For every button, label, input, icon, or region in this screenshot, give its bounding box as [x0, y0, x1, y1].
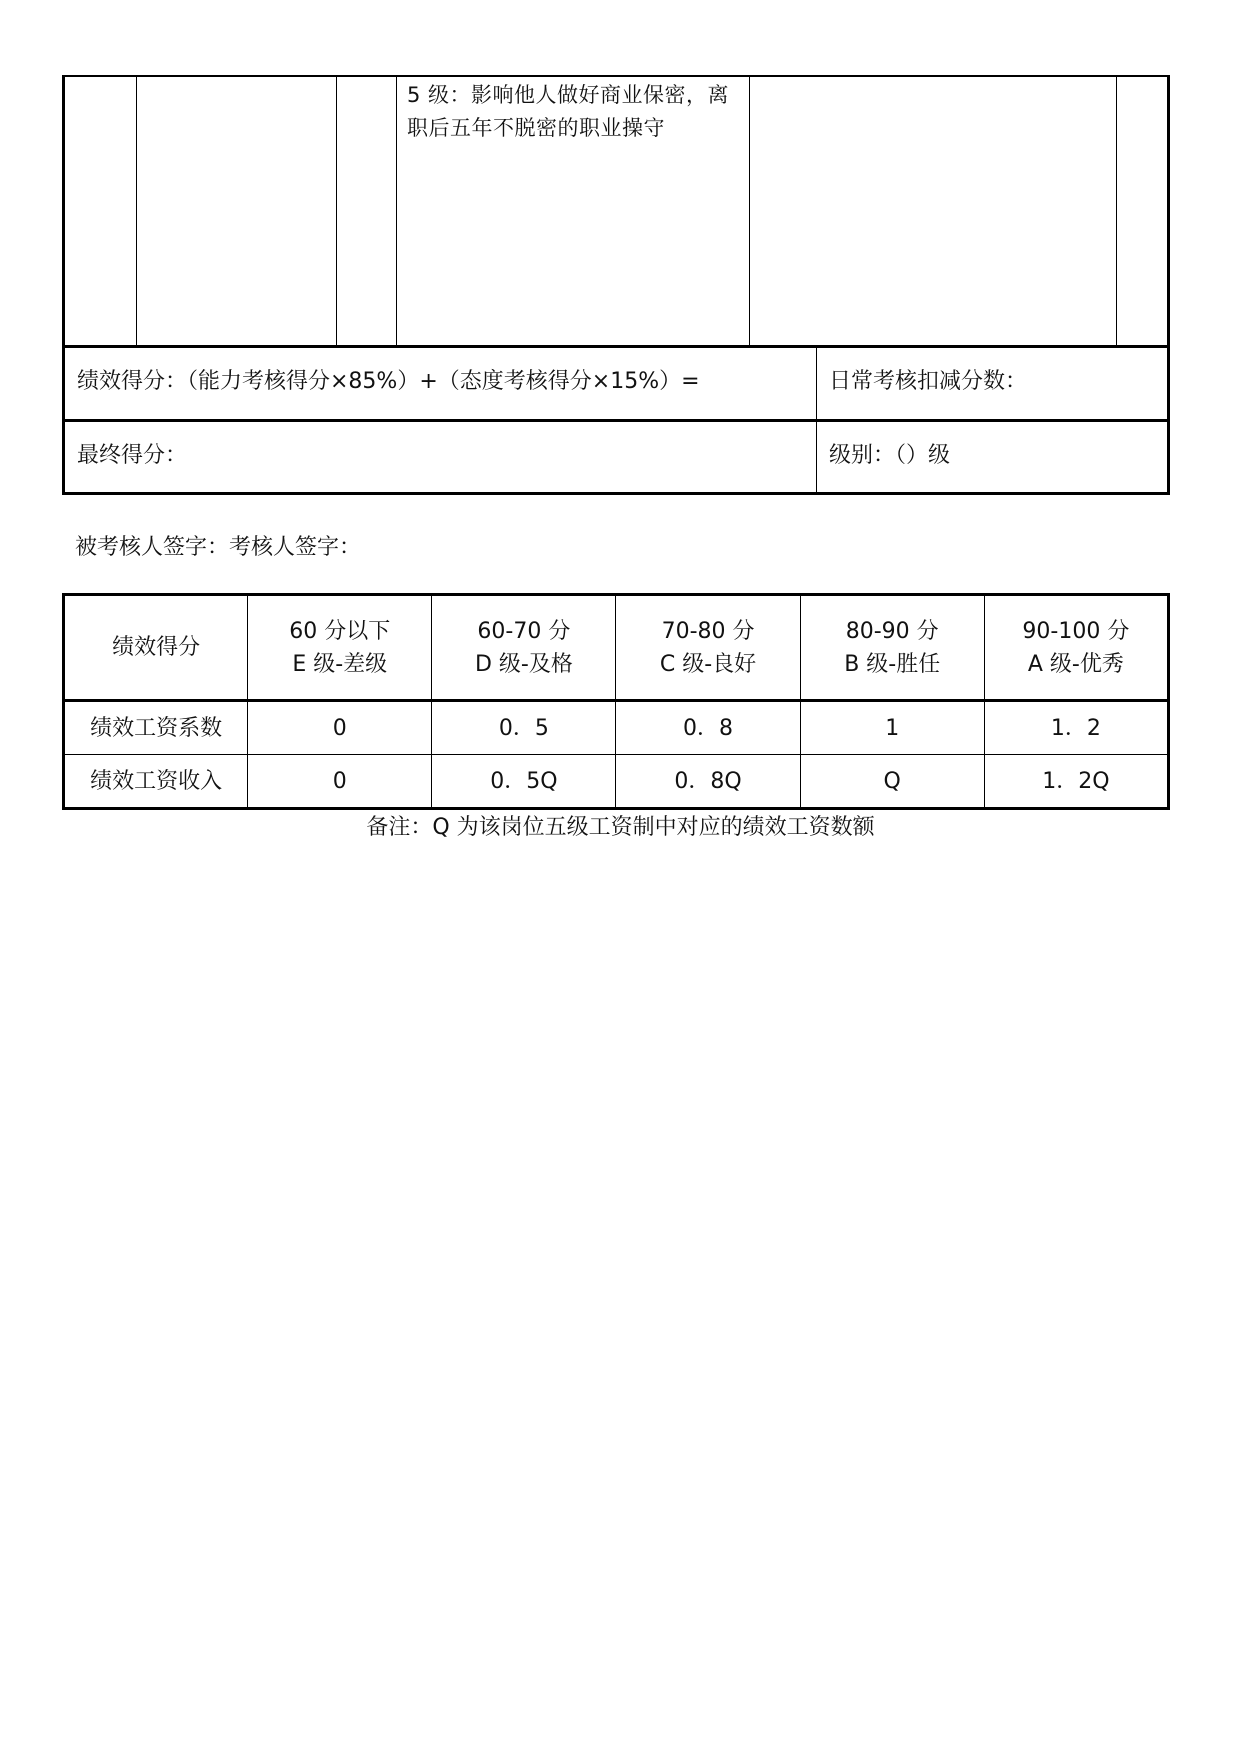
range-text: 90-100 分: [1022, 618, 1130, 644]
header-cell: [800, 595, 984, 701]
grade-text: B 级-胜任: [844, 651, 941, 677]
column-divider: [816, 345, 817, 494]
table-cell: 1．2: [984, 701, 1168, 755]
table-row: [64, 701, 1169, 755]
table-cell: 1．2Q: [984, 755, 1168, 809]
column-divider: [336, 77, 337, 345]
row-label: 绩效工资系数: [64, 701, 248, 755]
performance-score-formula: 绩效得分：（能力考核得分×85%）+（态度考核得分×15%）=: [77, 369, 700, 394]
row-divider: [65, 345, 1167, 348]
table-cell: 0．8Q: [616, 755, 800, 809]
grade-text: D 级-及格: [474, 651, 573, 677]
row-divider: [65, 419, 1167, 422]
grade-text: E 级-差级: [292, 651, 388, 677]
daily-deduction-label: 日常考核扣减分数：: [829, 369, 1028, 394]
column-divider: [1116, 77, 1117, 345]
table-cell: 0．5: [432, 701, 616, 755]
header-cell: [616, 595, 800, 701]
range-text: 60 分以下: [289, 618, 391, 644]
level5-description: 5 级：影响他人做好商业保密，离职后五年不脱密的职业操守: [407, 83, 730, 140]
column-divider: [749, 77, 750, 345]
header-cell: [432, 595, 616, 701]
row-label: 绩效工资收入: [64, 755, 248, 809]
table-cell: Q: [800, 755, 984, 809]
evaluation-table: [62, 75, 1170, 495]
header-cell: [248, 595, 432, 701]
header-label: 绩效得分: [64, 595, 248, 701]
header-cell: [984, 595, 1168, 701]
grade-table: [62, 593, 1170, 810]
table-cell: 0: [248, 701, 432, 755]
table-row: [64, 755, 1169, 809]
table-cell: 0: [248, 755, 432, 809]
range-text: 70-80 分: [661, 618, 755, 644]
column-divider: [136, 77, 137, 345]
final-score-label: 最终得分：: [77, 443, 188, 468]
range-text: 80-90 分: [845, 618, 939, 644]
range-text: 60-70 分: [477, 618, 571, 644]
table-cell: 1: [800, 701, 984, 755]
grade-text: C 级-良好: [659, 651, 757, 677]
grade-table-header: [64, 595, 1169, 701]
table-cell: 0．8: [616, 701, 800, 755]
level-label: 级别：（）级: [829, 443, 951, 468]
table-cell: 0．5Q: [432, 755, 616, 809]
signature-line: 被考核人签字：考核人签字：: [75, 535, 362, 560]
column-divider: [396, 77, 397, 345]
footnote: 备注：Q 为该岗位五级工资制中对应的绩效工资数额: [366, 815, 875, 840]
grade-text: A 级-优秀: [1027, 651, 1124, 677]
